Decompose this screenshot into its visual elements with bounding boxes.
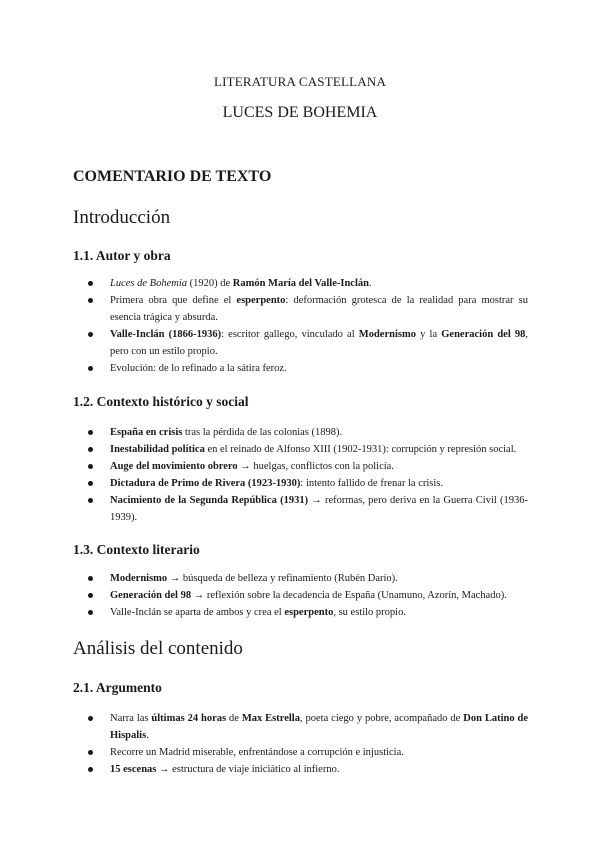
bullet-icon xyxy=(88,481,93,486)
list-item: Valle-Inclán se aparta de ambos y crea el esperpento, su estilo propio. xyxy=(73,604,528,621)
bullet-icon xyxy=(88,464,93,469)
bullet-icon xyxy=(88,447,93,452)
bullet-icon xyxy=(88,716,93,721)
list-item: España en crisis tras la pérdida de las colonias (1898). xyxy=(73,424,528,441)
bullet-icon xyxy=(88,366,93,371)
work-title: LUCES DE BOHEMIA xyxy=(222,104,378,121)
subsection-heading-contexto-historico: 1.2. Contexto histórico y social xyxy=(73,394,249,409)
list-item: Valle-Inclán (1866-1936): escritor gallego, vinculado al Modernismo y la Generación del 98, pero con un estilo propio. xyxy=(73,326,528,360)
bullet-icon xyxy=(88,430,93,435)
section-heading-analisis: Análisis del contenido xyxy=(73,638,243,659)
subsection-heading-contexto-literario: 1.3. Contexto literario xyxy=(73,542,200,557)
section-introduccion-heading-block xyxy=(73,207,528,229)
subsection-heading-argumento: 2.1. Argumento xyxy=(73,680,162,695)
bullet-icon xyxy=(88,576,93,581)
bullet-icon xyxy=(88,281,93,286)
bullet-icon xyxy=(88,767,93,772)
list-item: Dictadura de Primo de Rivera (1923-1930): intento fallido de frenar la crisis. xyxy=(73,475,528,492)
subsection-argumento xyxy=(73,680,528,696)
subsection-autor-obra xyxy=(73,248,528,264)
list-argumento xyxy=(73,710,528,778)
document-title: COMENTARIO DE TEXTO xyxy=(73,168,272,185)
course-title: LITERATURA CASTELLANA xyxy=(213,74,387,89)
subsection-contexto-literario xyxy=(73,542,528,558)
list-item: Luces de Bohemia (1920) de Ramón María del Valle-Inclán. xyxy=(73,275,528,292)
subsection-heading-autor-obra: 1.1. Autor y obra xyxy=(73,248,171,263)
list-item: Inestabilidad política en el reinado de Alfonso XIII (1902-1931): corrupción y represión social. xyxy=(73,441,528,458)
bullet-icon xyxy=(88,298,93,303)
bullet-icon xyxy=(88,610,93,615)
bullet-icon xyxy=(88,593,93,598)
list-contexto-historico xyxy=(73,424,528,526)
list-autor-obra xyxy=(73,275,528,377)
list-item: 15 escenas → estructura de viaje iniciático al infierno. xyxy=(73,761,528,778)
list-item: Auge del movimiento obrero → huelgas, conflictos con la policía. xyxy=(73,458,528,475)
list-item: Evolución: de lo refinado a la sátira feroz. xyxy=(73,360,528,377)
section-analisis-heading-block xyxy=(73,638,528,660)
list-item: Generación del 98 → reflexión sobre la decadencia de España (Unamuno, Azorín, Machado). xyxy=(73,587,528,604)
list-contexto-literario xyxy=(73,570,528,621)
list-item: Modernismo → búsqueda de belleza y refinamiento (Rubén Darío). xyxy=(73,570,528,587)
list-item: Nacimiento de la Segunda República (1931) → reformas, pero deriva en la Guerra Civil (1936-1939). xyxy=(73,492,528,526)
subsection-contexto-historico xyxy=(73,394,528,410)
bullet-icon xyxy=(88,498,93,503)
bullet-icon xyxy=(88,332,93,337)
list-item: Narra las últimas 24 horas de Max Estrella, poeta ciego y pobre, acompañado de Don Latino de Hispalis. xyxy=(73,710,528,744)
list-item: Primera obra que define el esperpento: deformación grotesca de la realidad para mostrar su esencia trágica y absurda. xyxy=(73,292,528,326)
bullet-icon xyxy=(88,750,93,755)
list-item: Recorre un Madrid miserable, enfrentándose a corrupción e injusticia. xyxy=(73,744,528,761)
section-heading-introduccion: Introducción xyxy=(73,207,171,228)
